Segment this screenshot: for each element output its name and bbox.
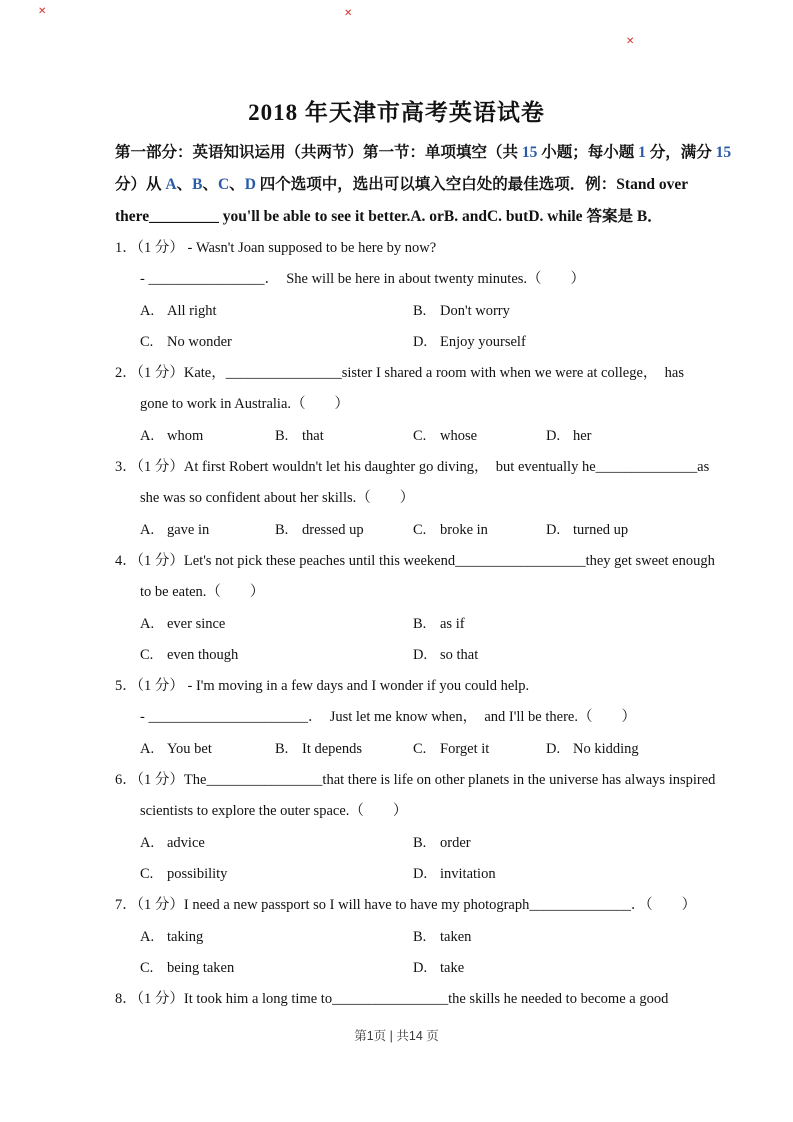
answer-option bbox=[140, 515, 275, 546]
intro-text-segment: Stand over bbox=[616, 176, 689, 193]
question-block bbox=[115, 765, 755, 890]
option-row bbox=[115, 640, 755, 671]
intro-text-segment: 15 bbox=[521, 144, 538, 161]
intro-text-segment: 1 bbox=[638, 144, 646, 161]
question-block bbox=[115, 358, 755, 452]
answer-option bbox=[140, 953, 413, 984]
option-label: D. bbox=[413, 959, 428, 976]
question-block bbox=[115, 890, 755, 984]
answer-option bbox=[140, 828, 413, 859]
option-label: C. bbox=[413, 427, 427, 444]
option-label: C. bbox=[140, 646, 154, 663]
red-artifact-icon: ✕ bbox=[38, 6, 47, 17]
option-label: A. bbox=[140, 740, 155, 757]
answer-option bbox=[546, 515, 628, 546]
answer-option bbox=[275, 515, 413, 546]
question-line: gone to work in Australia.（ ） bbox=[140, 396, 350, 413]
option-label: A. bbox=[140, 302, 155, 319]
answer-option bbox=[140, 327, 413, 358]
question-line: - ______________________． Just let me know when， and I'll be there.（ ） bbox=[140, 709, 636, 726]
option-text: All right bbox=[167, 302, 217, 319]
intro-line bbox=[115, 137, 733, 169]
option-row bbox=[115, 609, 755, 640]
option-text: invitation bbox=[440, 865, 496, 882]
option-label: A. bbox=[140, 834, 155, 851]
option-text: possibility bbox=[167, 865, 228, 882]
intro-text-segment: D bbox=[244, 176, 256, 193]
answer-option bbox=[413, 327, 526, 358]
question-line: she was so confident about her skills.（ ） bbox=[140, 490, 415, 507]
answer-option bbox=[140, 859, 413, 890]
answer-option bbox=[140, 296, 413, 327]
option-label: B. bbox=[413, 928, 427, 945]
answer-option bbox=[413, 828, 471, 859]
intro-text-segment: 、 bbox=[202, 176, 218, 193]
answer-option bbox=[140, 421, 275, 452]
answer-option bbox=[275, 734, 413, 765]
option-label: C. bbox=[140, 959, 154, 976]
option-label: D. bbox=[546, 427, 561, 444]
option-text: that bbox=[302, 427, 324, 444]
intro-text-segment: 四个选项中，选出可以填入空白处的最佳选项．例： bbox=[255, 176, 617, 193]
option-label: D. bbox=[546, 740, 561, 757]
answer-option bbox=[413, 859, 496, 890]
question-line: - ________________． She will be here in about twenty minutes.（ ） bbox=[140, 271, 586, 288]
option-text: as if bbox=[440, 615, 465, 632]
answer-option bbox=[413, 640, 478, 671]
question-line: to be eaten.（ ） bbox=[140, 584, 265, 601]
option-text: No kidding bbox=[573, 740, 639, 757]
option-text: whom bbox=[167, 427, 204, 444]
option-row bbox=[115, 296, 755, 327]
question-line: 8．（1 分）It took him a long time to________________the skills he needed to become a good bbox=[115, 991, 669, 1008]
question-line: 1．（1 分） - Wasn't Joan supposed to be here by now? bbox=[115, 240, 437, 256]
question-list bbox=[115, 233, 755, 1015]
intro-text-segment: 分）从 bbox=[115, 176, 166, 193]
answer-option bbox=[413, 953, 464, 984]
option-label: A. bbox=[140, 928, 155, 945]
option-label: C. bbox=[140, 865, 154, 882]
option-row bbox=[115, 828, 755, 859]
option-text: her bbox=[573, 427, 592, 444]
answer-option bbox=[140, 734, 275, 765]
answer-option bbox=[413, 734, 546, 765]
intro-text-segment: 、 bbox=[176, 176, 193, 193]
option-label: C. bbox=[413, 521, 427, 538]
question-line: 5．（1 分） - I'm moving in a few days and I wonder if you could help. bbox=[115, 678, 530, 695]
page-footer: 第1页 | 共14 页 bbox=[354, 1029, 439, 1043]
question-block bbox=[115, 546, 755, 671]
option-text: gave in bbox=[167, 521, 210, 538]
option-label: D. bbox=[546, 521, 561, 538]
red-artifact-icon: ✕ bbox=[344, 8, 353, 19]
question-line: 4．（1 分）Let's not pick these peaches until this weekend__________________they get sweet enough bbox=[115, 552, 715, 569]
intro-text-segment: 第一部分：英语知识运用（共两节）第一节：单项填空（共 bbox=[115, 144, 522, 161]
answer-option bbox=[140, 922, 413, 953]
option-text: ever since bbox=[167, 615, 226, 632]
red-artifact-icon: ✕ bbox=[626, 36, 635, 47]
option-text: advice bbox=[167, 834, 205, 851]
intro-line bbox=[115, 201, 733, 233]
question-block bbox=[115, 233, 755, 358]
option-text: dressed up bbox=[302, 521, 364, 538]
option-text: whose bbox=[440, 427, 478, 444]
answer-option bbox=[413, 421, 546, 452]
intro-text-segment: C bbox=[217, 176, 230, 193]
answer-option bbox=[413, 609, 465, 640]
option-label: A. bbox=[140, 521, 155, 538]
answer-option bbox=[546, 421, 592, 452]
option-row bbox=[115, 327, 755, 358]
option-label: B. bbox=[275, 427, 289, 444]
intro-paragraph bbox=[115, 137, 733, 233]
option-text: take bbox=[440, 959, 465, 976]
option-label: B. bbox=[413, 302, 427, 319]
answer-option bbox=[140, 640, 413, 671]
question-block bbox=[115, 671, 755, 765]
option-label: C. bbox=[413, 740, 427, 757]
answer-option bbox=[275, 421, 413, 452]
question-line: 7．（1 分）I need a new passport so I will have to have my photograph______________．（ ） bbox=[115, 897, 697, 914]
option-text: It depends bbox=[302, 740, 362, 757]
question-line: 3．（1 分）At first Robert wouldn't let his daughter go diving， but eventually he______________as bbox=[115, 459, 710, 476]
option-text: order bbox=[440, 834, 471, 851]
option-label: A. bbox=[140, 427, 155, 444]
option-row bbox=[115, 421, 755, 452]
intro-text-segment: there_________ you'll be able to see it better.A. orB. andC. butD. while 答案是 B． bbox=[115, 208, 663, 225]
answer-option bbox=[546, 734, 639, 765]
question-block bbox=[115, 984, 755, 1015]
option-text: even though bbox=[167, 646, 239, 663]
option-label: B. bbox=[413, 615, 427, 632]
option-label: B. bbox=[275, 740, 289, 757]
intro-text-segment: 、 bbox=[229, 176, 245, 193]
question-line: 2．（1 分）Kate，________________sister I shared a room with when we were at college， has bbox=[115, 365, 684, 382]
option-text: taken bbox=[440, 928, 472, 945]
option-text: taking bbox=[167, 928, 204, 945]
option-label: C. bbox=[140, 333, 154, 350]
option-text: You bet bbox=[167, 740, 212, 757]
option-label: D. bbox=[413, 865, 428, 882]
option-row bbox=[115, 859, 755, 890]
option-text: Forget it bbox=[440, 740, 490, 757]
intro-text-segment: A bbox=[165, 176, 177, 193]
option-label: D. bbox=[413, 646, 428, 663]
intro-text-segment: 小题；每小题 bbox=[537, 144, 639, 161]
option-label: B. bbox=[275, 521, 289, 538]
option-text: being taken bbox=[167, 959, 235, 976]
intro-text-segment: B bbox=[192, 176, 203, 193]
option-row bbox=[115, 953, 755, 984]
option-text: No wonder bbox=[167, 333, 232, 350]
option-label: D. bbox=[413, 333, 428, 350]
question-line: 6．（1 分）The________________that there is life on other planets in the universe has always inspired bbox=[115, 772, 716, 789]
answer-option bbox=[413, 922, 471, 953]
option-row bbox=[115, 734, 755, 765]
page-title: 2018 年天津市高考英语试卷 bbox=[248, 100, 545, 125]
option-text: Don't worry bbox=[440, 302, 510, 319]
option-label: A. bbox=[140, 615, 155, 632]
question-block bbox=[115, 452, 755, 546]
intro-text-segment: 15 bbox=[715, 144, 732, 161]
option-text: turned up bbox=[573, 521, 629, 538]
option-row bbox=[115, 515, 755, 546]
answer-option bbox=[413, 515, 546, 546]
option-row bbox=[115, 922, 755, 953]
option-text: broke in bbox=[440, 521, 488, 538]
intro-text-segment: 分，满分 bbox=[645, 144, 716, 161]
option-text: so that bbox=[440, 646, 479, 663]
intro-line bbox=[115, 169, 733, 201]
question-line: scientists to explore the outer space.（ ） bbox=[140, 803, 408, 820]
option-label: B. bbox=[413, 834, 427, 851]
option-text: Enjoy yourself bbox=[440, 333, 526, 350]
answer-option bbox=[140, 609, 413, 640]
answer-option bbox=[413, 296, 510, 327]
